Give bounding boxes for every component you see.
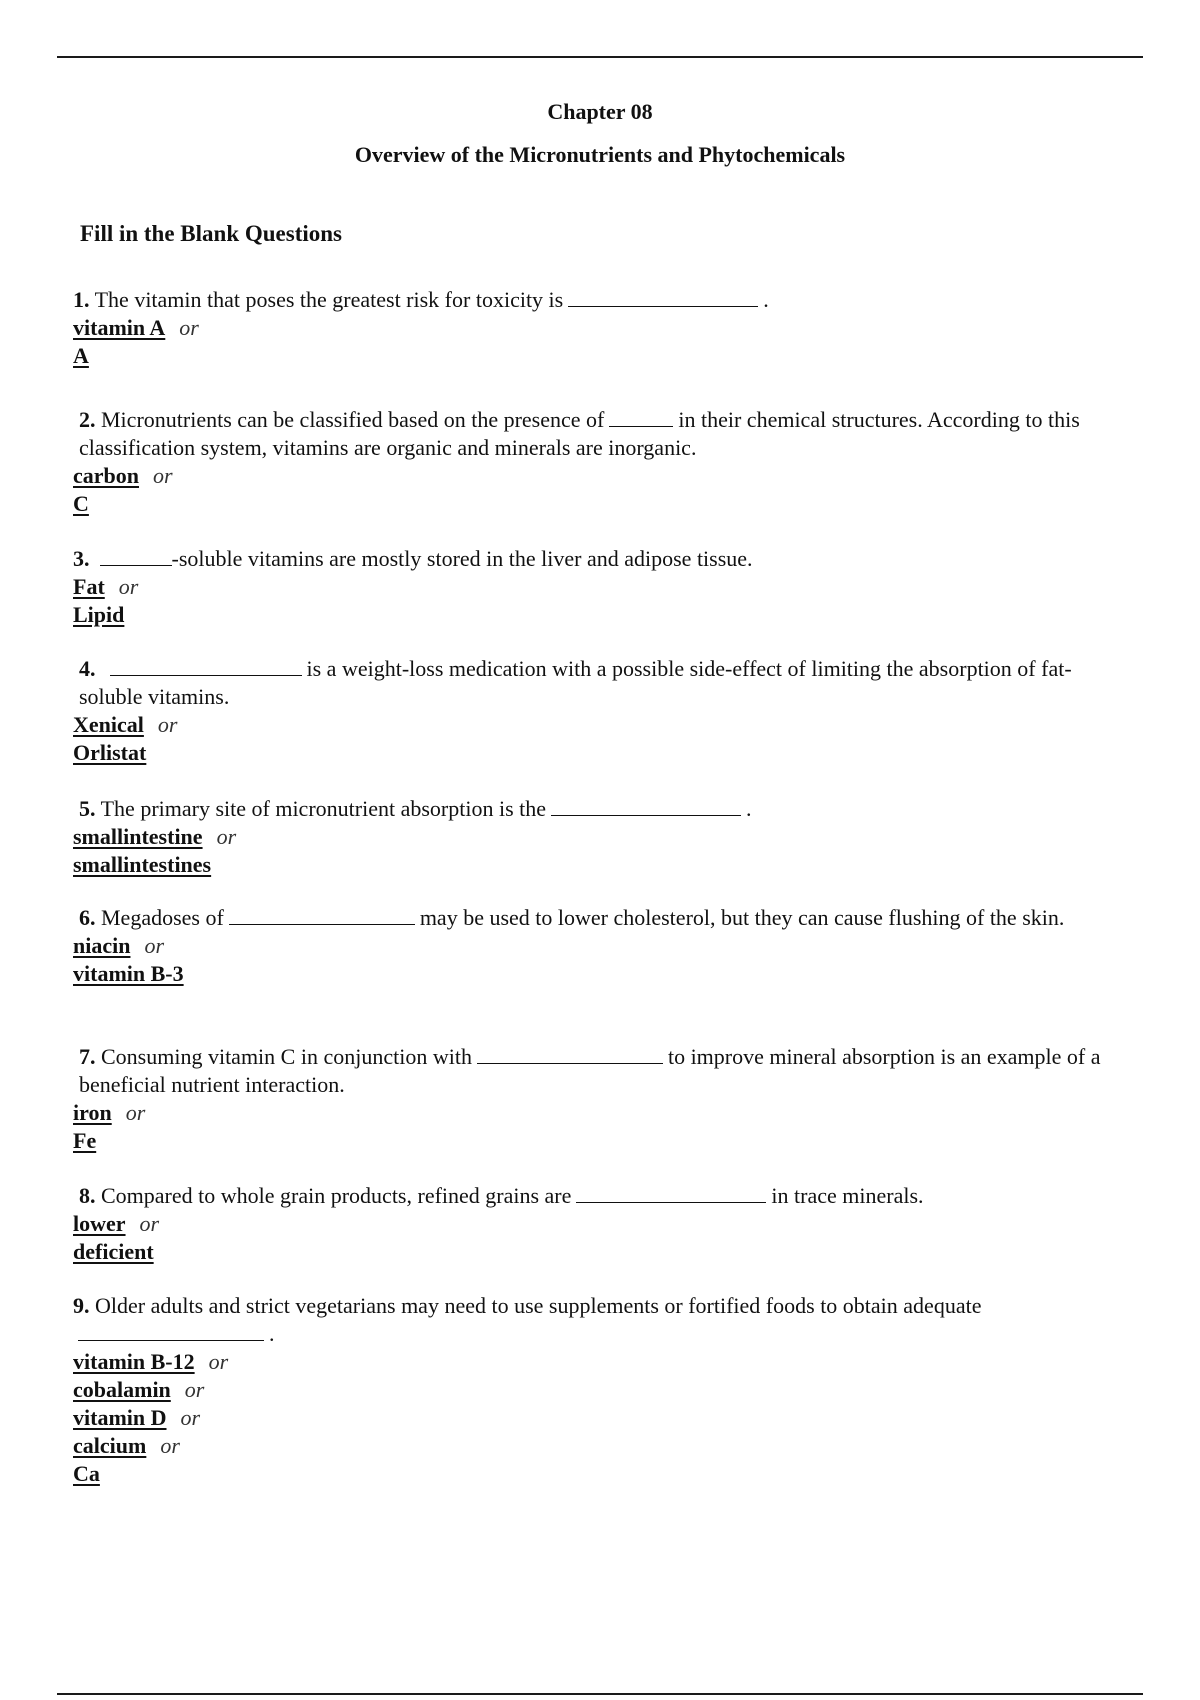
answer-line: [73, 490, 1133, 518]
question-text: [73, 406, 1133, 462]
answer-option: Xenical: [73, 712, 144, 737]
question-text-after: to improve mineral absorption is an example of a beneficial nutrient interaction.: [79, 1044, 1101, 1097]
question-number: 2.: [79, 407, 96, 432]
answer-line: [73, 601, 1133, 629]
question-text-before: Micronutrients can be classified based on the presence of: [101, 407, 605, 432]
answer-line: [73, 1460, 1133, 1488]
question-number: 4.: [79, 656, 96, 681]
question-text-after: .: [763, 287, 769, 312]
question-9: [73, 1292, 1133, 1488]
question-1: [73, 286, 1133, 370]
answer-line: [73, 462, 1133, 490]
answer-line: [73, 1099, 1133, 1127]
answer-line: [73, 960, 1133, 988]
answer-option: A: [73, 343, 89, 368]
question-text-before: The vitamin that poses the greatest risk for toxicity is: [94, 287, 564, 312]
question-text: [73, 286, 1133, 314]
answer-blank: [78, 1322, 264, 1341]
question-number: 3.: [73, 546, 90, 571]
question-4: [73, 655, 1133, 767]
answer-line: [73, 573, 1133, 601]
or-separator: or: [179, 315, 199, 340]
answer-option: Fe: [73, 1128, 97, 1153]
answer-option: Lipid: [73, 602, 125, 627]
top-rule: [57, 56, 1143, 58]
answer-line: [73, 1432, 1133, 1460]
question-number: 9.: [73, 1293, 90, 1318]
answer-option: vitamin B-3: [73, 961, 184, 986]
section-heading: Fill in the Blank Questions: [80, 221, 343, 246]
answer-option: niacin: [73, 933, 131, 958]
chapter-subtitle: Overview of the Micronutrients and Phytochemicals: [354, 142, 846, 167]
answer-blank: [110, 657, 302, 676]
question-text-after: .: [269, 1321, 275, 1346]
or-separator: or: [216, 824, 237, 849]
question-number: 1.: [73, 287, 90, 312]
answer-line: [73, 1376, 1133, 1404]
or-separator: or: [208, 1349, 229, 1374]
or-separator: or: [139, 1211, 160, 1236]
answer-option: deficient: [73, 1239, 154, 1264]
answer-option: calcium: [73, 1433, 147, 1458]
answer-line: [73, 1348, 1133, 1376]
answer-option: Ca: [73, 1461, 100, 1486]
answer-blank: [609, 408, 673, 427]
question-number: 7.: [79, 1044, 96, 1069]
question-text: [73, 655, 1133, 711]
or-separator: or: [157, 712, 178, 737]
answer-line: [73, 314, 1133, 342]
question-5: [73, 795, 1133, 879]
answer-line: [73, 1210, 1133, 1238]
question-text: [73, 1292, 1133, 1348]
answer-option: smallintestines: [73, 852, 212, 877]
answer-blank: [477, 1045, 663, 1064]
question-2: [73, 406, 1133, 518]
question-text-after: in trace minerals.: [771, 1183, 924, 1208]
answer-option: cobalamin: [73, 1377, 171, 1402]
question-number: 5.: [79, 796, 96, 821]
question-text: [73, 545, 1133, 573]
answer-option: lower: [73, 1211, 126, 1236]
question-text-before: Older adults and strict vegetarians may need to use supplements or fortified foods to obtain adequate: [95, 1293, 982, 1318]
chapter-title: Chapter 08: [547, 99, 653, 124]
answer-line: [73, 711, 1133, 739]
answer-line: [73, 823, 1133, 851]
answer-blank: [576, 1184, 766, 1203]
or-separator: or: [180, 1405, 201, 1430]
answer-option: vitamin A: [73, 315, 166, 340]
question-8: [73, 1182, 1133, 1266]
answer-option: vitamin B-12: [73, 1349, 195, 1374]
question-7: [73, 1043, 1133, 1155]
answer-line: [73, 932, 1133, 960]
question-number: 6.: [79, 905, 96, 930]
answer-line: [73, 851, 1133, 879]
question-text: [73, 1043, 1133, 1099]
question-text-after: -soluble vitamins are mostly stored in the liver and adipose tissue.: [171, 546, 753, 571]
question-text-before: Consuming vitamin C in conjunction with: [101, 1044, 472, 1069]
or-separator: or: [153, 463, 173, 488]
or-separator: or: [184, 1377, 205, 1402]
answer-option: smallintestine: [73, 824, 203, 849]
question-text-after: may be used to lower cholesterol, but they can cause flushing of the skin.: [419, 905, 1065, 930]
answer-option: C: [73, 491, 89, 516]
answer-blank: [229, 906, 415, 925]
bottom-rule: [57, 1693, 1143, 1695]
question-6: [73, 904, 1133, 988]
answer-option: Orlistat: [73, 740, 147, 765]
or-separator: or: [160, 1433, 180, 1458]
question-3: [73, 545, 1133, 629]
answer-line: [73, 1404, 1133, 1432]
answer-line: [73, 1127, 1133, 1155]
or-separator: or: [144, 933, 165, 958]
answer-blank: [551, 797, 741, 816]
answer-option: vitamin D: [73, 1405, 167, 1430]
answer-option: carbon: [73, 463, 139, 488]
question-text-before: Megadoses of: [101, 905, 224, 930]
question-text-after: .: [746, 796, 752, 821]
answer-option: Fat: [73, 574, 105, 599]
answer-blank: [568, 288, 758, 307]
question-text-before: The primary site of micronutrient absorption is the: [100, 796, 547, 821]
answer-option: iron: [73, 1100, 112, 1125]
question-text-before: Compared to whole grain products, refined grains are: [101, 1183, 572, 1208]
question-text: [73, 795, 1133, 823]
or-separator: or: [125, 1100, 146, 1125]
answer-line: [73, 342, 1133, 370]
answer-line: [73, 1238, 1133, 1266]
or-separator: or: [118, 574, 139, 599]
question-text-after: in their chemical structures. According to this classification system, vitamins are organic and minerals are inorganic.: [79, 407, 1080, 460]
answer-line: [73, 739, 1133, 767]
question-text-after: is a weight-loss medication with a possible side-effect of limiting the absorption of fat-soluble vitamins.: [79, 656, 1072, 709]
answer-blank: [100, 547, 172, 566]
question-text: [73, 1182, 1133, 1210]
question-number: 8.: [79, 1183, 96, 1208]
question-text: [73, 904, 1133, 932]
